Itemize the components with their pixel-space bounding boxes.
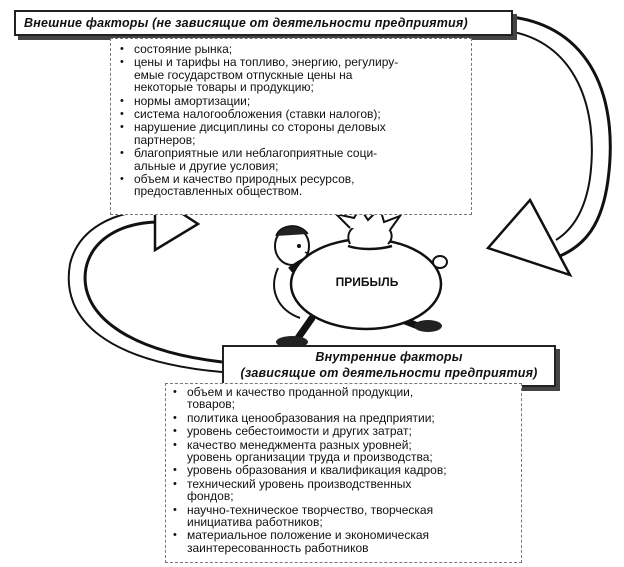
profit-label: ПРИБЫЛЬ	[335, 275, 399, 289]
bullet-icon: •	[173, 464, 177, 477]
bullet-icon: •	[120, 121, 124, 134]
bullet-icon: •	[173, 529, 177, 542]
list-item: • нарушение дисциплины со стороны деловых партнеров;	[120, 120, 386, 147]
list-item: • система налогообложения (ставки налогов);	[120, 107, 381, 122]
bullet-icon: •	[120, 43, 124, 55]
list-item: • цены и тарифы на топливо, энергию, регулиру- емые государством отпускные цены на некоторые товары и продукцию;	[120, 55, 399, 95]
list-item: • уровень себестоимости и других затрат;	[173, 424, 412, 439]
internal-factors-title	[222, 345, 556, 387]
external-factors-list	[110, 38, 472, 215]
bullet-icon: •	[173, 503, 177, 516]
list-item: • материальное положение и экономическая заинтересованность работников	[173, 528, 430, 555]
bullet-icon: •	[120, 108, 124, 121]
list-item: • состояние рынка;	[120, 42, 233, 56]
bullet-icon: •	[120, 94, 124, 107]
list-item: • политика ценообразования на предприятии;	[173, 410, 435, 425]
bullet-icon: •	[120, 147, 124, 160]
list-item: • объем и качество проданной продукции, товаров;	[173, 385, 414, 412]
arrow-internal-to-profit	[69, 196, 222, 372]
internal-title-line-2: (зависящие от деятельности предприятия)	[240, 366, 538, 380]
bullet-icon: •	[173, 425, 177, 438]
bullet-icon: •	[173, 386, 177, 398]
bullet-icon: •	[173, 477, 177, 490]
list-item: • благоприятные или неблагоприятные соци- альные и другие условия;	[120, 146, 378, 173]
list-item: • качество менеджмента разных уровней; уровень организации труда и производства;	[173, 437, 433, 465]
list-item: • объем и качество природных ресурсов, предоставленных обществом.	[120, 172, 355, 199]
internal-factors-list	[165, 383, 522, 563]
external-factors-title: Внешние факторы (не зависящие от деятельности предприятия)	[14, 10, 513, 36]
list-item: • научно-техническое творчество, творческая инициатива работников;	[173, 502, 434, 530]
list-item: • нормы амортизации;	[120, 93, 251, 108]
list-item: • технический уровень производственных фондов;	[173, 476, 412, 504]
list-item: • уровень образования и квалификация кадров;	[173, 463, 447, 478]
bullet-icon: •	[120, 56, 124, 69]
bullet-icon: •	[120, 173, 124, 186]
bullet-icon: •	[173, 438, 177, 451]
internal-title-line-1: Внутренние факторы	[315, 350, 463, 364]
arrow-external-to-profit	[488, 16, 610, 275]
bullet-icon: •	[173, 411, 177, 424]
